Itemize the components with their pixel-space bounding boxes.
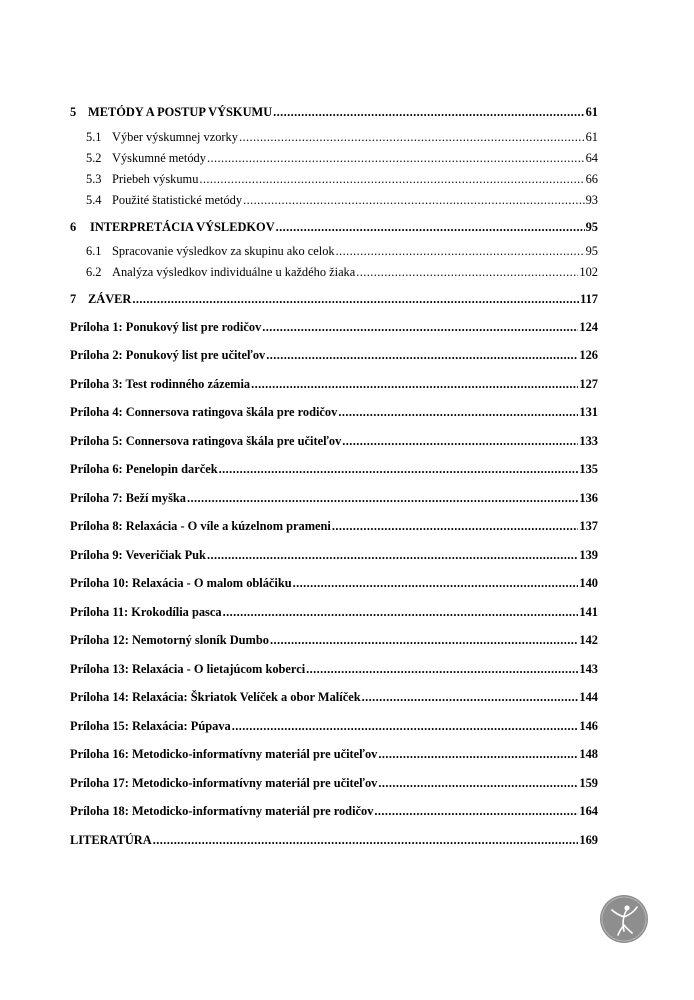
entry-page: 95 xyxy=(585,244,598,258)
entry-title: INTERPRETÁCIA VÝSLEDKOV xyxy=(90,220,275,234)
toc-entry[interactable] xyxy=(70,662,598,677)
toc-entry[interactable] xyxy=(86,172,598,187)
toc-entry[interactable] xyxy=(70,719,598,734)
entry-page: 95 xyxy=(585,220,598,234)
entry-number: 7 xyxy=(70,292,77,306)
toc-entry[interactable] xyxy=(70,519,598,534)
entry-title: Analýza výsledkov individuálne u každého žiaka xyxy=(112,265,356,279)
entry-title: Príloha 12: Nemotorný sloník Dumbo xyxy=(70,633,269,647)
entry-page: 139 xyxy=(579,548,598,562)
entry-title: LITERATÚRA xyxy=(70,833,152,847)
entry-page: 61 xyxy=(585,130,598,144)
entry-number: 5.1 xyxy=(86,130,102,144)
entry-page: 137 xyxy=(579,519,598,533)
entry-page: 131 xyxy=(579,405,598,419)
toc-entry[interactable] xyxy=(70,576,598,591)
toc-entry[interactable] xyxy=(70,462,598,477)
entry-page: 102 xyxy=(579,265,598,279)
entry-title: Použité štatistické metódy xyxy=(112,193,243,207)
entry-number: 5.4 xyxy=(86,193,102,207)
entry-page: 140 xyxy=(579,576,598,590)
entry-title: Príloha 4: Connersova ratingova škála pre rodičov xyxy=(70,405,338,419)
entry-title: ZÁVER xyxy=(88,292,132,306)
entry-page: 93 xyxy=(585,193,598,207)
toc-entry[interactable] xyxy=(70,605,598,620)
entry-title: Príloha 17: Metodicko-informatívny materiál pre učiteľov xyxy=(70,776,378,790)
entry-number: 6 xyxy=(70,220,77,234)
entry-page: 142 xyxy=(579,633,598,647)
entry-page: 66 xyxy=(585,172,598,186)
toc-entry[interactable] xyxy=(70,776,598,791)
toc-entry[interactable] xyxy=(86,151,598,166)
entry-title: Príloha 5: Connersova ratingova škála pre učiteľov xyxy=(70,434,342,448)
entry-number: 5.3 xyxy=(86,172,102,186)
toc-entry[interactable] xyxy=(70,804,598,819)
toc-entry[interactable] xyxy=(70,377,598,392)
entry-title: Výskumné metódy xyxy=(112,151,206,165)
entry-page: 148 xyxy=(579,747,598,761)
entry-page: 141 xyxy=(579,605,598,619)
toc-entry[interactable] xyxy=(70,434,598,449)
entry-page: 144 xyxy=(579,690,598,704)
toc-entry[interactable] xyxy=(70,833,598,848)
entry-title: Príloha 11: Krokodília pasca xyxy=(70,605,222,619)
entry-number: 6.1 xyxy=(86,244,102,258)
entry-title: Príloha 3: Test rodinného zázemia xyxy=(70,377,251,391)
toc-entry[interactable] xyxy=(70,491,598,506)
toc-entry[interactable] xyxy=(70,292,598,307)
entry-title: Príloha 14: Relaxácia: Škriatok Velíček a obor Malíček xyxy=(70,690,361,704)
entry-page: 136 xyxy=(579,491,598,505)
entry-number: 5 xyxy=(70,105,77,119)
entry-page: 146 xyxy=(579,719,598,733)
entry-title: METÓDY A POSTUP VÝSKUMU xyxy=(88,105,273,119)
entry-page: 127 xyxy=(579,377,598,391)
entry-title: Príloha 2: Ponukový list pre učiteľov xyxy=(70,348,266,362)
entry-title: Priebeh výskumu xyxy=(112,172,199,186)
entry-title: Príloha 6: Penelopin darček xyxy=(70,462,218,476)
entry-title: Spracovanie výsledkov za skupinu ako celok xyxy=(112,244,335,258)
toc-entry[interactable] xyxy=(86,130,598,145)
toc-entry[interactable] xyxy=(70,320,598,335)
toc-entry[interactable] xyxy=(86,193,598,208)
entry-page: 124 xyxy=(579,320,598,334)
entry-page: 169 xyxy=(579,833,598,847)
toc-entry[interactable] xyxy=(70,405,598,420)
figure-logo-icon xyxy=(600,895,648,943)
entry-page: 164 xyxy=(579,804,598,818)
entry-number: 6.2 xyxy=(86,265,102,279)
entry-page: 159 xyxy=(579,776,598,790)
toc-entry[interactable] xyxy=(86,244,598,259)
toc-entry[interactable] xyxy=(70,220,598,235)
toc-entry[interactable] xyxy=(70,690,598,705)
entry-title: Príloha 15: Relaxácia: Púpava xyxy=(70,719,231,733)
entry-title: Príloha 7: Beží myška xyxy=(70,491,186,505)
entry-page: 143 xyxy=(579,662,598,676)
entry-page: 64 xyxy=(585,151,598,165)
entry-title: Príloha 10: Relaxácia - O malom obláčiku xyxy=(70,576,292,590)
toc-entry[interactable] xyxy=(70,105,598,120)
toc-entry[interactable] xyxy=(70,747,598,762)
entry-title: Príloha 9: Veveričiak Puk xyxy=(70,548,206,562)
toc-entry[interactable] xyxy=(70,348,598,363)
toc-entry[interactable] xyxy=(70,633,598,648)
entry-page: 117 xyxy=(580,292,598,306)
entry-title: Príloha 18: Metodicko-informatívny materiál pre rodičov xyxy=(70,804,374,818)
toc-entry[interactable] xyxy=(70,548,598,563)
entry-title: Príloha 1: Ponukový list pre rodičov xyxy=(70,320,262,334)
entry-page: 133 xyxy=(579,434,598,448)
toc-entry[interactable] xyxy=(86,265,598,280)
entry-page: 126 xyxy=(579,348,598,362)
entry-title: Príloha 8: Relaxácia - O víle a kúzelnom prameni xyxy=(70,519,331,533)
entry-page: 61 xyxy=(585,105,598,119)
entry-number: 5.2 xyxy=(86,151,102,165)
entry-title: Výber výskumnej vzorky xyxy=(112,130,238,144)
entry-title: Príloha 16: Metodicko-informatívny materiál pre učiteľov xyxy=(70,747,378,761)
entry-title: Príloha 13: Relaxácia - O lietajúcom koberci xyxy=(70,662,306,676)
entry-page: 135 xyxy=(579,462,598,476)
